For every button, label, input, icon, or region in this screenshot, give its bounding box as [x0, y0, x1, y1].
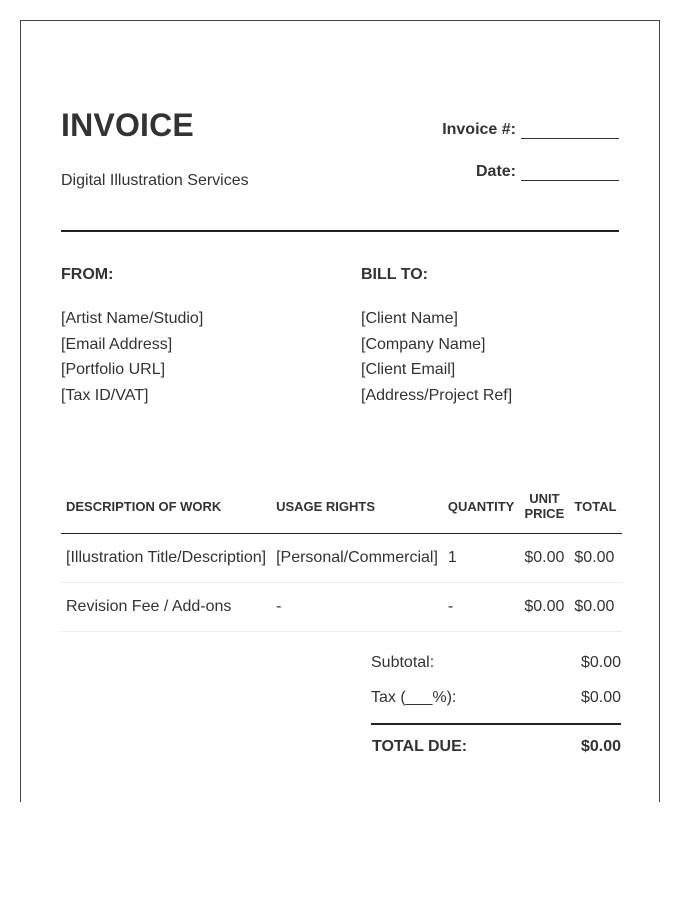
invoice-date-label: Date:: [475, 163, 516, 180]
subtotal-value: $0.00: [580, 654, 621, 671]
from-line: [Artist Name/Studio]: [61, 310, 204, 327]
cell-description: Revision Fee / Add-ons: [61, 583, 271, 632]
from-heading: FROM:: [61, 266, 114, 283]
cell-usage-rights: [Personal/Commercial]: [271, 534, 443, 583]
column-header-usage-rights: USAGE RIGHTS: [271, 479, 443, 534]
totals-divider: [371, 723, 621, 725]
invoice-sheet: [20, 20, 660, 802]
invoice-date-blank[interactable]: [521, 166, 619, 181]
column-header-price: PRICE: [524, 506, 565, 521]
totals-block: [371, 653, 621, 756]
column-header-unit: UNIT: [529, 491, 560, 506]
invoice-number-blank[interactable]: [521, 124, 619, 139]
bill-to-heading: BILL TO:: [361, 266, 428, 283]
bill-to-line: [Company Name]: [361, 335, 486, 353]
cell-total: $0.00: [569, 534, 621, 583]
cell-description: [Illustration Title/Description]: [61, 534, 271, 583]
cell-usage-rights: -: [271, 583, 443, 632]
line-items-table: [61, 479, 622, 632]
bill-to-line: [Address/Project Ref]: [361, 387, 513, 405]
invoice-date-row: [476, 163, 619, 181]
invoice-subtitle: Digital Illustration Services: [61, 172, 249, 189]
invoice-number-label: Invoice #:: [442, 121, 516, 138]
tax-row: [371, 688, 621, 723]
table-row: [61, 534, 622, 583]
from-block: [61, 266, 203, 409]
header-divider: [61, 230, 619, 232]
invoice-number-row: [442, 121, 619, 139]
total-due-value: $0.00: [580, 738, 621, 755]
from-line: [Tax ID/VAT]: [61, 387, 149, 405]
column-header-unit-price: [519, 479, 569, 534]
column-header-quantity: QUANTITY: [443, 479, 519, 534]
column-header-description: DESCRIPTION OF WORK: [61, 479, 271, 534]
invoice-content: [61, 21, 619, 802]
cell-unit-price: $0.00: [519, 583, 569, 632]
table-row: [61, 583, 622, 632]
cell-quantity: -: [443, 583, 519, 632]
cell-quantity: 1: [443, 534, 519, 583]
subtotal-label: Subtotal:: [371, 654, 435, 671]
cell-unit-price: $0.00: [519, 534, 569, 583]
total-due-label: TOTAL DUE:: [372, 738, 468, 755]
subtotal-row: [371, 653, 621, 688]
tax-label: Tax (___%):: [371, 689, 457, 706]
bill-to-block: [361, 266, 512, 409]
bill-to-line: [Client Email]: [361, 361, 456, 379]
column-header-total: TOTAL: [569, 479, 621, 534]
bill-to-line: [Client Name]: [361, 310, 458, 327]
from-line: [Portfolio URL]: [61, 361, 166, 379]
tax-value: $0.00: [580, 689, 621, 706]
table-header-row: [61, 479, 622, 534]
total-due-row: [371, 738, 621, 756]
cell-total: $0.00: [569, 583, 621, 632]
from-line: [Email Address]: [61, 335, 173, 353]
invoice-title: INVOICE: [61, 107, 194, 143]
